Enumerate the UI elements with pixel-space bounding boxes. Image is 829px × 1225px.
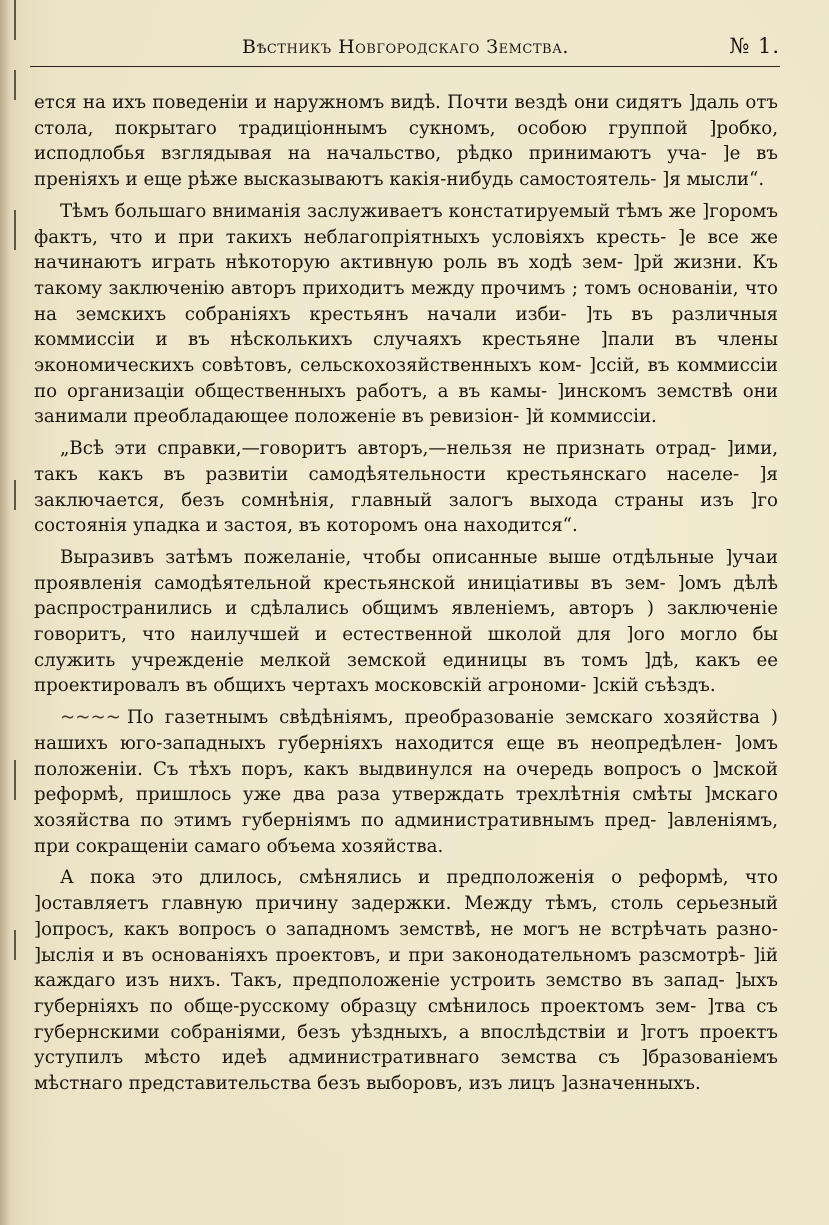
paragraph-2: Тѣмъ большаго вниманія заслуживаетъ констатируемый тѣмъ же ]горомъ фактъ, что и при такихъ неблагопріятныхъ условіяхъ кресть- ]е все же начинаютъ играть нѣкоторую активную роль въ ходѣ зем- ]рй жизни. Къ такому заключенію авторъ приходитъ между прочимъ ; томъ основаніи, что на земскихъ собраніяхъ крестьянъ начали изби- ]ть въ различныя коммиссіи и въ нѣсколькихъ случаяхъ крестьяне ]пали въ члены экономическихъ совѣтовъ, сельскохозяйственныхъ ком- ]ссій, въ коммиссіи по организаціи общественныхъ работъ, а въ камы- ]инскомъ земствѣ они занимали преобладающее положеніе въ ревизіон- ]й коммиссіи. [34, 200, 778, 428]
paragraph-4: Выразивъ затѣмъ пожеланіе, чтобы описанные выше отдѣльные ]учаи проявленія самодѣятельной крестьянской иниціативы въ зем- ]омъ дѣлѣ распространились и сдѣлались общимъ явленіемъ, авторъ ) заключеніе говоритъ, что наилучшей и естественной школой для ]ого могло бы служить учрежденіе мелкой земской единицы въ томъ ]дѣ, какъ ее проектировалъ въ общихъ чертахъ московскій агрономи- ]скій съѣздъ. [34, 546, 778, 697]
header-rule [30, 66, 780, 67]
page-gutter-shadow [0, 0, 10, 1225]
paragraph-6: А пока это длилось, смѣнялись и предположенія о реформѣ, что ]оставляетъ главную причину задержки. Между тѣмъ, столь серьезный ]опросъ, какъ вопросъ о западномъ земствѣ, не могъ не встрѣчать разно- ]ыслія и въ основаніяхъ проектовъ, и при законодательномъ разсмотрѣ- ]ій каждаго изъ нихъ. Такъ, предположеніе устроить земство въ запад- ]ыхъ губерніяхъ по обще-русскому образцу смѣнилось проектомъ зем- ]тва съ губернскими собраніями, безъ уѣздныхъ, а впослѣдствіи и ]готъ проектъ уступилъ мѣсто идеѣ административнаго земства съ ]бразованіемъ мѣстнаго представительства безъ выборовъ, изъ лицъ ]азначенныхъ. [34, 867, 778, 1095]
paragraph-3: „Всѣ эти справки,—говоритъ авторъ,—нельзя не признать отрад- ]ими, такъ какъ въ развитіи самодѣятельности крестьянскаго населе- ]я заключается, безъ сомнѣнія, главный залогъ выхода страны изъ ]го состоянія упадка и застоя, въ которомъ она находится“. [34, 438, 778, 537]
paragraph-1: ется на ихъ поведеніи и наружномъ видѣ. Почти вездѣ они сидятъ ]даль отъ стола, покрытаго традиціоннымъ сукномъ, особою группой ]робко, исподлобья взглядывая на начальство, рѣдко принимаютъ уча- ]е въ преніяхъ и еще рѣже высказываютъ какія-нибудь самостоятель- ]я мысли“. [34, 92, 778, 191]
running-header [30, 30, 780, 70]
issue-number: № 1. [729, 34, 780, 58]
paragraph-5-text: По газетнымъ свѣдѣніямъ, преобразованіе земскаго хозяйства ) нашихъ юго-западныхъ губерніяхъ находится еще въ неопредѣлен- ]омъ положеніи. Съ тѣхъ поръ, какъ выдвинулся на очередь вопросъ о ]мской реформѣ, пришлось уже два раза утверждать трехлѣтнія смѣты ]мскаго хозяйства по этимъ губерніямъ по административнымъ пред- ]авленіямъ, при сокращеніи самаго объема хозяйства. [34, 707, 778, 857]
left-margin-marks [14, 0, 24, 1225]
running-title: Вѣстникъ Новгородскаго Земства. [242, 36, 569, 58]
article-body [34, 90, 778, 1103]
paragraph-5 [34, 705, 778, 859]
section-mark: ~~~~ [60, 707, 121, 729]
